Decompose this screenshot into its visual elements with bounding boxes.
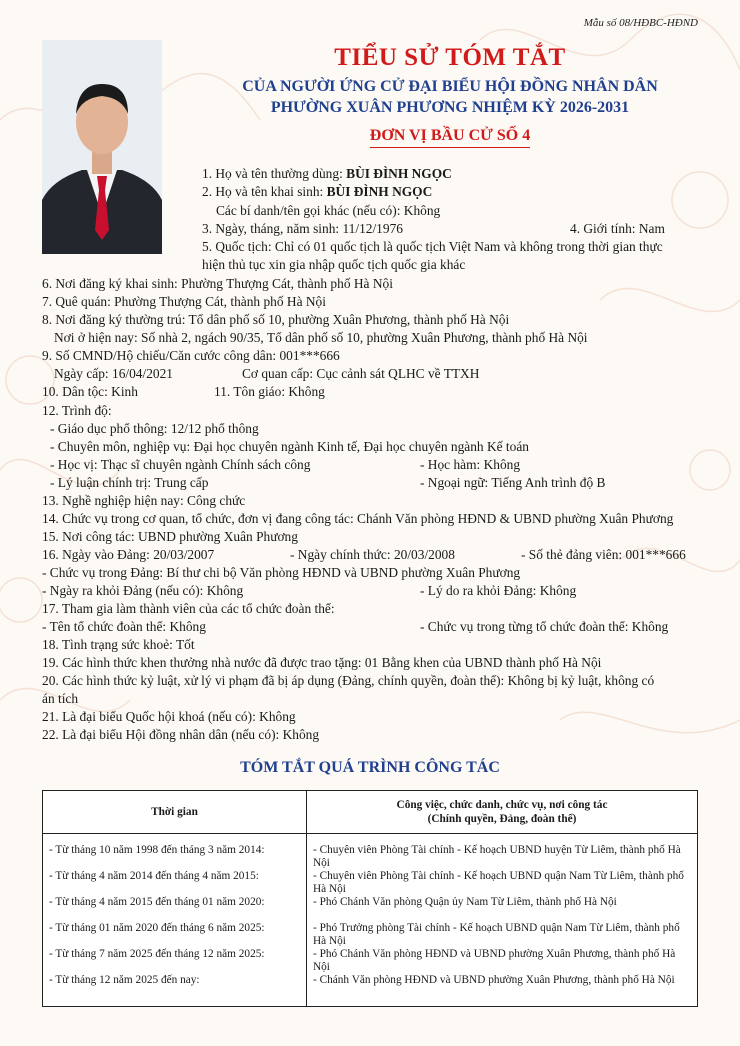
table-header-row [43, 791, 698, 834]
work-history-table [42, 790, 698, 1007]
column-header-job-line-2: (Chính quyền, Đảng, đoàn thể) [427, 813, 577, 825]
electoral-unit [160, 127, 740, 145]
bio-gender: 4. Giới tính: Nam [570, 221, 665, 236]
job-cell: - Chánh Văn phòng HĐND và UBND phường Xuân Phương, thành phố Hà Nội [313, 974, 675, 986]
bio-discipline-cont: án tích [42, 691, 79, 706]
bio-birth-name: 2. Họ và tên khai sinh: BÙI ĐÌNH NGỌC [202, 184, 433, 199]
form-number: Mẫu số 08/HĐBC-HĐND [583, 17, 698, 29]
bio-political-theory: - Lý luận chính trị: Trung cấp [50, 475, 209, 490]
column-header-job [307, 791, 698, 834]
time-cell: - Từ tháng 7 năm 2025 đến tháng 12 năm 2025: [49, 948, 265, 960]
bio-id-number: 9. Số CMND/Hộ chiếu/Căn cước công dân: 001***666 [42, 348, 340, 363]
bio-hometown: 7. Quê quán: Phường Thượng Cát, thành phố Hà Nội [42, 294, 326, 309]
bio-position: 14. Chức vụ trong cơ quan, tổ chức, đơn vị đang công tác: Chánh Văn phòng HĐND & UBND phường Xuân Phương [42, 511, 674, 526]
bio-aliases: Các bí danh/tên gọi khác (nếu có): Không [216, 203, 441, 218]
bio-nationality-cont: hiện thủ tục xin gia nhập quốc tịch quốc gia khác [202, 257, 466, 272]
bio-foreign-language: - Ngoại ngữ: Tiếng Anh trình độ B [420, 475, 606, 490]
job-column [307, 834, 698, 1007]
bio-awards: 19. Các hình thức khen thưởng nhà nước đã được trao tặng: 01 Bằng khen của UBND thành phố Hà Nội [42, 655, 602, 670]
bio-peoples-council: 22. Là đại biểu Hội đồng nhân dân (nếu có): Không [42, 727, 320, 742]
bio-organization-position: - Chức vụ trong từng tổ chức đoàn thể: Không [420, 619, 669, 634]
time-cell: - Từ tháng 12 năm 2025 đến nay: [49, 974, 200, 986]
bio-ethnicity: 10. Dân tộc: Kinh [42, 384, 138, 399]
bio-party-leave-reason: - Lý do ra khỏi Đảng: Không [420, 583, 577, 598]
bio-id-issuer: Cơ quan cấp: Cục cảnh sát QLHC về TTXH [242, 366, 480, 381]
bio-academic-rank: - Học hàm: Không [420, 457, 521, 472]
bio-organization-name: - Tên tổ chức đoàn thể: Không [42, 619, 206, 634]
work-history-title: TÓM TẮT QUÁ TRÌNH CÔNG TÁC [240, 759, 500, 776]
bio-permanent-residence: 8. Nơi đăng ký thường trú: Tổ dân phố số 10, phường Xuân Phương, thành phố Hà Nội [42, 312, 510, 327]
bio-birth-registration: 6. Nơi đăng ký khai sinh: Phường Thượng Cát, thành phố Hà Nội [42, 276, 393, 291]
bio-discipline: 20. Các hình thức kỷ luật, xử lý vi phạm đã bị áp dụng (Đảng, chính quyền, đoàn thể): Không bị kỷ luật, không có [42, 673, 655, 688]
page-subtitle-line-2: PHƯỜNG XUÂN PHƯƠNG NHIỆM KỲ 2026-2031 [270, 99, 630, 116]
bio-party-leave-date: - Ngày ra khỏi Đảng (nếu có): Không [42, 583, 244, 598]
time-cell: - Từ tháng 4 năm 2015 đến tháng 01 năm 2020: [49, 896, 265, 908]
page-subtitle-line-1: CỦA NGƯỜI ỨNG CỬ ĐẠI BIỂU HỘI ĐỒNG NHÂN DÂN [242, 78, 658, 95]
bio-party-card: - Số thẻ đảng viên: 001***666 [521, 547, 686, 562]
bio-nationality: 5. Quốc tịch: Chỉ có 01 quốc tịch là quốc tịch Việt Nam và không trong thời gian thực [202, 239, 663, 254]
bio-religion: 11. Tôn giáo: Không [214, 384, 325, 399]
job-cell: - Chuyên viên Phòng Tài chính - Kế hoạch UBND quận Nam Từ Liêm, thành phố Hà Nội [313, 870, 684, 895]
electoral-unit-label: ĐƠN VỊ BẦU CỬ SỐ 4 [370, 127, 530, 148]
bio-common-name: 1. Họ và tên thường dùng: BÙI ĐÌNH NGỌC [202, 166, 452, 181]
page-title: TIỂU SỬ TÓM TẮT [334, 44, 566, 71]
bio-general-education: - Giáo dục phổ thông: 12/12 phổ thông [50, 421, 259, 436]
job-cell: - Phó Trưởng phòng Tài chính - Kế hoạch UBND quận Nam Từ Liêm, thành phố Hà Nội [313, 922, 680, 947]
bio-workplace: 15. Nơi công tác: UBND phường Xuân Phương [42, 529, 298, 544]
time-cell: - Từ tháng 01 năm 2020 đến tháng 6 năm 2025: [49, 922, 265, 934]
bio-id-issue-date: Ngày cấp: 16/04/2021 [54, 366, 174, 381]
bio-health: 18. Tình trạng sức khoẻ: Tốt [42, 637, 195, 652]
bio-occupation: 13. Nghề nghiệp hiện nay: Công chức [42, 493, 246, 508]
bio-birth-date: 3. Ngày, tháng, năm sinh: 11/12/1976 [202, 221, 403, 236]
job-cell: - Phó Chánh Văn phòng Quận ủy Nam Từ Liêm, thành phố Hà Nội [313, 896, 617, 908]
time-cell: - Từ tháng 4 năm 2014 đến tháng 4 năm 2015: [49, 870, 259, 882]
bio-education-heading: 12. Trình độ: [42, 403, 112, 418]
bio-professional-education: - Chuyên môn, nghiệp vụ: Đại học chuyên ngành Kinh tế, Đại học chuyên ngành Kế toán [50, 439, 529, 454]
bio-current-residence: Nơi ở hiện nay: Số nhà 2, ngách 90/35, Tổ dân phố số 10, phường Xuân Phương, thành phố Hà Nội [54, 330, 588, 345]
column-header-job-line-1: Công việc, chức danh, chức vụ, nơi công tác [396, 799, 608, 811]
time-column [43, 834, 307, 1007]
column-header-time: Thời gian [43, 791, 307, 834]
job-cell: - Phó Chánh Văn phòng HĐND và UBND phường Xuân Phương, thành phố Hà Nội [313, 948, 676, 973]
time-cell: - Từ tháng 10 năm 1998 đến tháng 3 năm 2014: [49, 844, 265, 856]
job-cell: - Chuyên viên Phòng Tài chính - Kế hoạch UBND huyện Từ Liêm, thành phố Hà Nội [313, 844, 681, 869]
bio-organizations-heading: 17. Tham gia làm thành viên của các tổ chức đoàn thể: [42, 601, 335, 616]
bio-party-position: - Chức vụ trong Đảng: Bí thư chi bộ Văn phòng HĐND và UBND phường Xuân Phương [42, 565, 521, 580]
bio-national-assembly: 21. Là đại biểu Quốc hội khoá (nếu có): Không [42, 709, 296, 724]
bio-degree: - Học vị: Thạc sĩ chuyên ngành Chính sách công [50, 457, 311, 472]
bio-party-join-date: 16. Ngày vào Đảng: 20/03/2007 [42, 547, 215, 562]
bio-party-official-date: - Ngày chính thức: 20/03/2008 [290, 547, 455, 562]
table-row [43, 834, 698, 1007]
portrait-photo [42, 40, 162, 254]
